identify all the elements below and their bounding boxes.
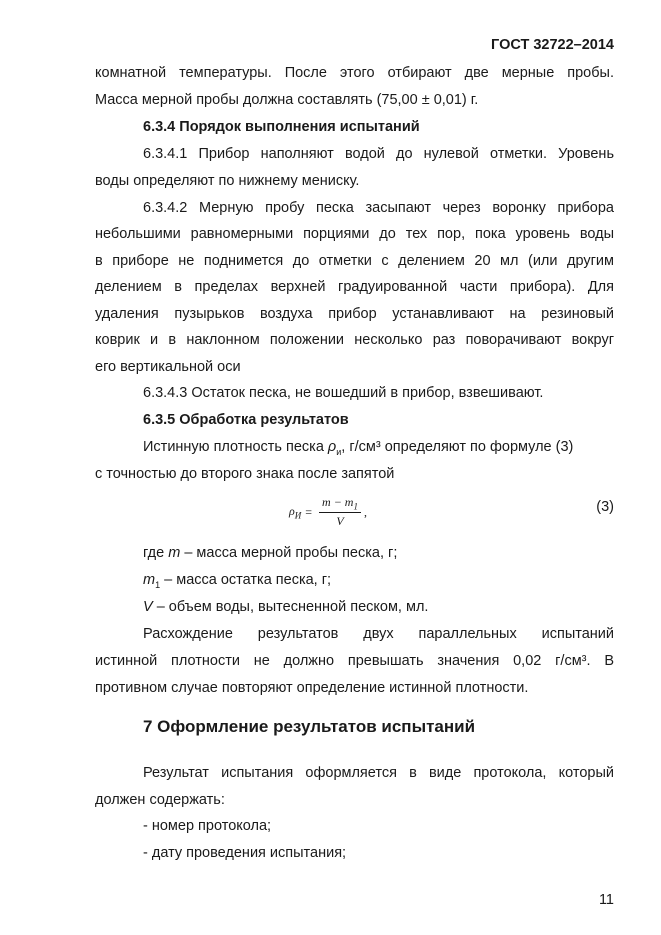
text-run: , г/см³ определяют по формуле (3)	[341, 439, 574, 455]
text-run: где	[143, 545, 169, 561]
paragraph-line: должен содержать:	[95, 792, 225, 808]
formula-lhs	[289, 504, 301, 520]
paragraph-line: воды определяют по нижнему мениску.	[95, 173, 360, 189]
formula-3	[289, 495, 367, 529]
formula-number: (3)	[596, 499, 614, 515]
list-item: - дату проведения испытания;	[143, 845, 347, 861]
rho-subscript: и	[336, 446, 342, 457]
formula-comma: ,	[363, 504, 367, 519]
formula-rho: ρ	[289, 504, 295, 518]
list-item: - номер протокола;	[143, 818, 272, 834]
paragraph-line: в приборе не поднимется до отметки с делением 20 мл (или другим	[95, 253, 614, 269]
document-code-header: ГОСТ 32722–2014	[491, 37, 614, 53]
formula-denominator: V	[336, 514, 344, 529]
paragraph-line: комнатной температуры. После этого отбирают две мерные пробы.	[95, 65, 614, 81]
paragraph-line	[143, 570, 614, 595]
formula-fraction	[319, 495, 361, 529]
paragraph-line: небольшими равномерными порциями до тех пор, пока уровень воды	[95, 226, 614, 242]
formula-rho-subscript: И	[294, 510, 302, 521]
paragraph-line	[143, 437, 614, 462]
paragraph-line: Результат испытания оформляется в виде протокола, который	[143, 765, 614, 781]
paragraph-line: противном случае повторяют определение истинной плотности.	[95, 680, 529, 696]
paragraph-line	[143, 597, 614, 617]
paragraph-line: его вертикальной оси	[95, 359, 241, 375]
page-number: 11	[598, 892, 614, 908]
rho-symbol: ρ	[327, 439, 337, 455]
text-run: – масса остатка песка, г;	[160, 572, 332, 588]
paragraph-line: 6.3.4.1 Прибор наполняют водой до нулевой отметки. Уровень	[143, 146, 614, 162]
variable-m1-subscript: 1	[155, 579, 161, 590]
formula-numerator	[319, 495, 361, 513]
paragraph-line: Расхождение результатов двух параллельных испытаний	[143, 626, 614, 642]
paragraph-line: делением в пределах верхней градуированной части прибора). Для	[95, 279, 614, 295]
section-6-3-5-heading: 6.3.5 Обработка результатов	[143, 412, 349, 428]
section-7-heading: 7 Оформление результатов испытаний	[143, 717, 476, 736]
variable-v: V	[143, 599, 153, 615]
paragraph-line: 6.3.4.2 Мерную пробу песка засыпают через воронку прибора	[143, 200, 614, 216]
paragraph-line	[143, 543, 614, 563]
variable-m1: m	[143, 572, 156, 588]
text-run: – объем воды, вытесненной песком, мл.	[152, 599, 429, 615]
paragraph-line: 6.3.4.3 Остаток песка, не вошедший в прибор, взвешивают.	[143, 385, 544, 401]
paragraph-line: коврик и в наклонном положении несколько раз поворачивают вокруг	[95, 332, 614, 348]
formula-equals: =	[305, 504, 313, 519]
text-run: – масса мерной пробы песка, г;	[180, 545, 398, 561]
paragraph-line: с точностью до второго знака после запятой	[95, 466, 395, 482]
formula-numerator-subscript: 1	[353, 501, 358, 512]
paragraph-line: удаления пузырьков воздуха прибор устанавливают на резиновый	[95, 306, 614, 322]
section-6-3-4-heading: 6.3.4 Порядок выполнения испытаний	[143, 119, 420, 135]
paragraph-line: Масса мерной пробы должна составлять (75,00 ± 0,01) г.	[95, 92, 479, 108]
variable-m: m	[168, 545, 181, 561]
text-run: Истинную плотность песка	[143, 439, 328, 455]
paragraph-line: истинной плотности не должно превышать значения 0,02 г/см³. В	[95, 653, 614, 669]
formula-numerator-text: m − m	[322, 495, 354, 509]
